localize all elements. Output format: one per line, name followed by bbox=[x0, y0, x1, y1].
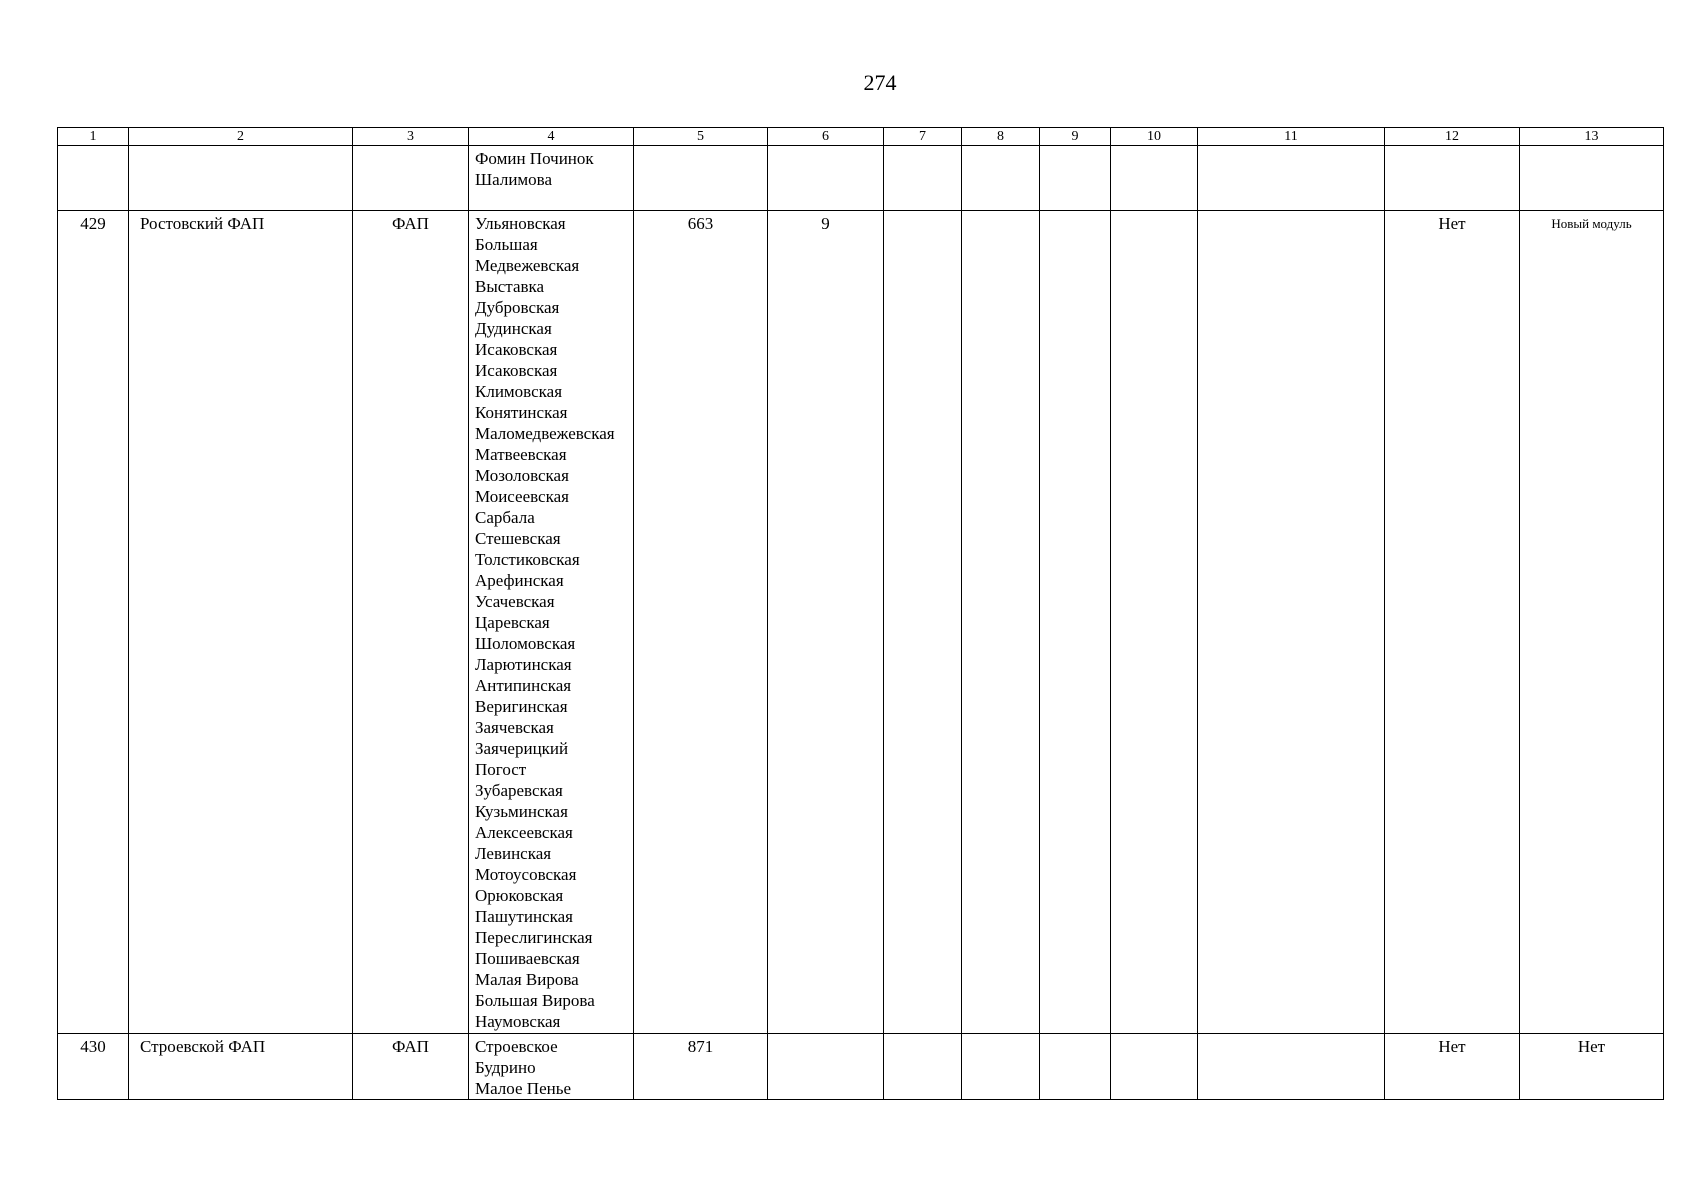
settlement-name: Антипинская bbox=[475, 676, 572, 695]
settlement-name: Алексеевская bbox=[475, 823, 573, 842]
cell-col7 bbox=[884, 1034, 962, 1100]
settlement-name: Исаковская bbox=[475, 340, 558, 359]
row-number bbox=[58, 146, 129, 211]
settlement-name: Сарбала bbox=[475, 508, 535, 527]
settlement-name: Ларютинская bbox=[475, 655, 572, 674]
settlement-list bbox=[469, 211, 634, 1034]
cell-col11 bbox=[1198, 211, 1385, 1034]
facility-name: Ростовский ФАП bbox=[129, 211, 353, 1034]
settlement-name: Медвежевская bbox=[475, 256, 580, 275]
settlement-name: Переслигинская bbox=[475, 928, 593, 947]
facility-name: Строевской ФАП bbox=[129, 1034, 353, 1100]
data-table bbox=[57, 127, 1664, 1100]
cell-col9 bbox=[1040, 1034, 1111, 1100]
cell-col10 bbox=[1111, 1034, 1198, 1100]
cell-col6: 9 bbox=[768, 211, 884, 1034]
column-header: 5 bbox=[634, 128, 768, 146]
cell-col8 bbox=[962, 146, 1040, 211]
cell-col12 bbox=[1385, 146, 1520, 211]
table-row bbox=[58, 1034, 1664, 1100]
table-row bbox=[58, 211, 1664, 1034]
settlement-name: Большая bbox=[475, 235, 538, 254]
cell-col9 bbox=[1040, 146, 1111, 211]
cell-col7 bbox=[884, 146, 962, 211]
settlement-name: Зубаревская bbox=[475, 781, 563, 800]
settlement-name: Наумовская bbox=[475, 1012, 561, 1031]
cell-col10 bbox=[1111, 146, 1198, 211]
settlement-name: Усачевская bbox=[475, 592, 555, 611]
column-header: 10 bbox=[1111, 128, 1198, 146]
settlement-name: Большая Вирова bbox=[475, 991, 595, 1010]
settlement-name: Толстиковская bbox=[475, 550, 580, 569]
settlement-name: Веригинская bbox=[475, 697, 568, 716]
cell-col10 bbox=[1111, 211, 1198, 1034]
cell-col5 bbox=[634, 146, 768, 211]
settlement-name: Заячевская bbox=[475, 718, 554, 737]
settlement-name: Строевское bbox=[475, 1037, 558, 1056]
cell-col6 bbox=[768, 1034, 884, 1100]
settlement-name: Конятинская bbox=[475, 403, 568, 422]
column-header: 3 bbox=[353, 128, 469, 146]
settlement-name: Погост bbox=[475, 760, 527, 779]
row-number: 429 bbox=[58, 211, 129, 1034]
settlement-name: Малое Пенье bbox=[475, 1079, 572, 1098]
cell-col6 bbox=[768, 146, 884, 211]
settlement-name: Фомин Починок bbox=[475, 149, 594, 168]
settlement-name: Шалимова bbox=[475, 170, 553, 189]
column-header: 1 bbox=[58, 128, 129, 146]
cell-col11 bbox=[1198, 146, 1385, 211]
cell-col5: 663 bbox=[634, 211, 768, 1034]
settlement-name: Шоломовская bbox=[475, 634, 576, 653]
settlement-name: Орюковская bbox=[475, 886, 564, 905]
settlement-name: Ульяновская bbox=[475, 214, 566, 233]
settlement-name: Пашутинская bbox=[475, 907, 573, 926]
settlement-name: Климовская bbox=[475, 382, 563, 401]
settlement-name: Будрино bbox=[475, 1058, 536, 1077]
settlement-name: Пошиваевская bbox=[475, 949, 580, 968]
settlement-name: Стешевская bbox=[475, 529, 561, 548]
facility-name bbox=[129, 146, 353, 211]
facility-type bbox=[353, 146, 469, 211]
header-row bbox=[58, 128, 1664, 146]
settlement-name: Моисеевская bbox=[475, 487, 569, 506]
settlement-name: Кузьминская bbox=[475, 802, 568, 821]
settlement-name: Дубровская bbox=[475, 298, 560, 317]
column-header: 2 bbox=[129, 128, 353, 146]
settlement-list bbox=[469, 146, 634, 211]
settlement-name: Выставка bbox=[475, 277, 545, 296]
page-number: 274 bbox=[863, 70, 897, 95]
settlement-name: Мозоловская bbox=[475, 466, 569, 485]
column-header: 9 bbox=[1040, 128, 1111, 146]
column-header: 12 bbox=[1385, 128, 1520, 146]
settlement-name: Арефинская bbox=[475, 571, 564, 590]
settlement-name: Маломедвежевская bbox=[475, 424, 615, 443]
cell-col11 bbox=[1198, 1034, 1385, 1100]
row-number: 430 bbox=[58, 1034, 129, 1100]
table-row bbox=[58, 146, 1664, 211]
column-header: 6 bbox=[768, 128, 884, 146]
settlement-name: Заячерицкий bbox=[475, 739, 569, 758]
cell-col13: Нет bbox=[1520, 1034, 1664, 1100]
column-header: 13 bbox=[1520, 128, 1664, 146]
settlement-name: Царевская bbox=[475, 613, 550, 632]
cell-col12: Нет bbox=[1385, 211, 1520, 1034]
cell-col5: 871 bbox=[634, 1034, 768, 1100]
settlement-list bbox=[469, 1034, 634, 1100]
settlement-name: Дудинская bbox=[475, 319, 552, 338]
cell-col9 bbox=[1040, 211, 1111, 1034]
facility-type: ФАП bbox=[353, 211, 469, 1034]
facility-type: ФАП bbox=[353, 1034, 469, 1100]
cell-col7 bbox=[884, 211, 962, 1034]
settlement-name: Исаковская bbox=[475, 361, 558, 380]
cell-col12: Нет bbox=[1385, 1034, 1520, 1100]
column-header: 8 bbox=[962, 128, 1040, 146]
cell-col8 bbox=[962, 211, 1040, 1034]
settlement-name: Левинская bbox=[475, 844, 552, 863]
column-header: 7 bbox=[884, 128, 962, 146]
column-header: 11 bbox=[1198, 128, 1385, 146]
settlement-name: Малая Вирова bbox=[475, 970, 579, 989]
settlement-name: Матвеевская bbox=[475, 445, 567, 464]
cell-col8 bbox=[962, 1034, 1040, 1100]
cell-col13: Новый модуль bbox=[1520, 211, 1664, 1034]
cell-col13 bbox=[1520, 146, 1664, 211]
settlement-name: Мотоусовская bbox=[475, 865, 577, 884]
column-header: 4 bbox=[469, 128, 634, 146]
